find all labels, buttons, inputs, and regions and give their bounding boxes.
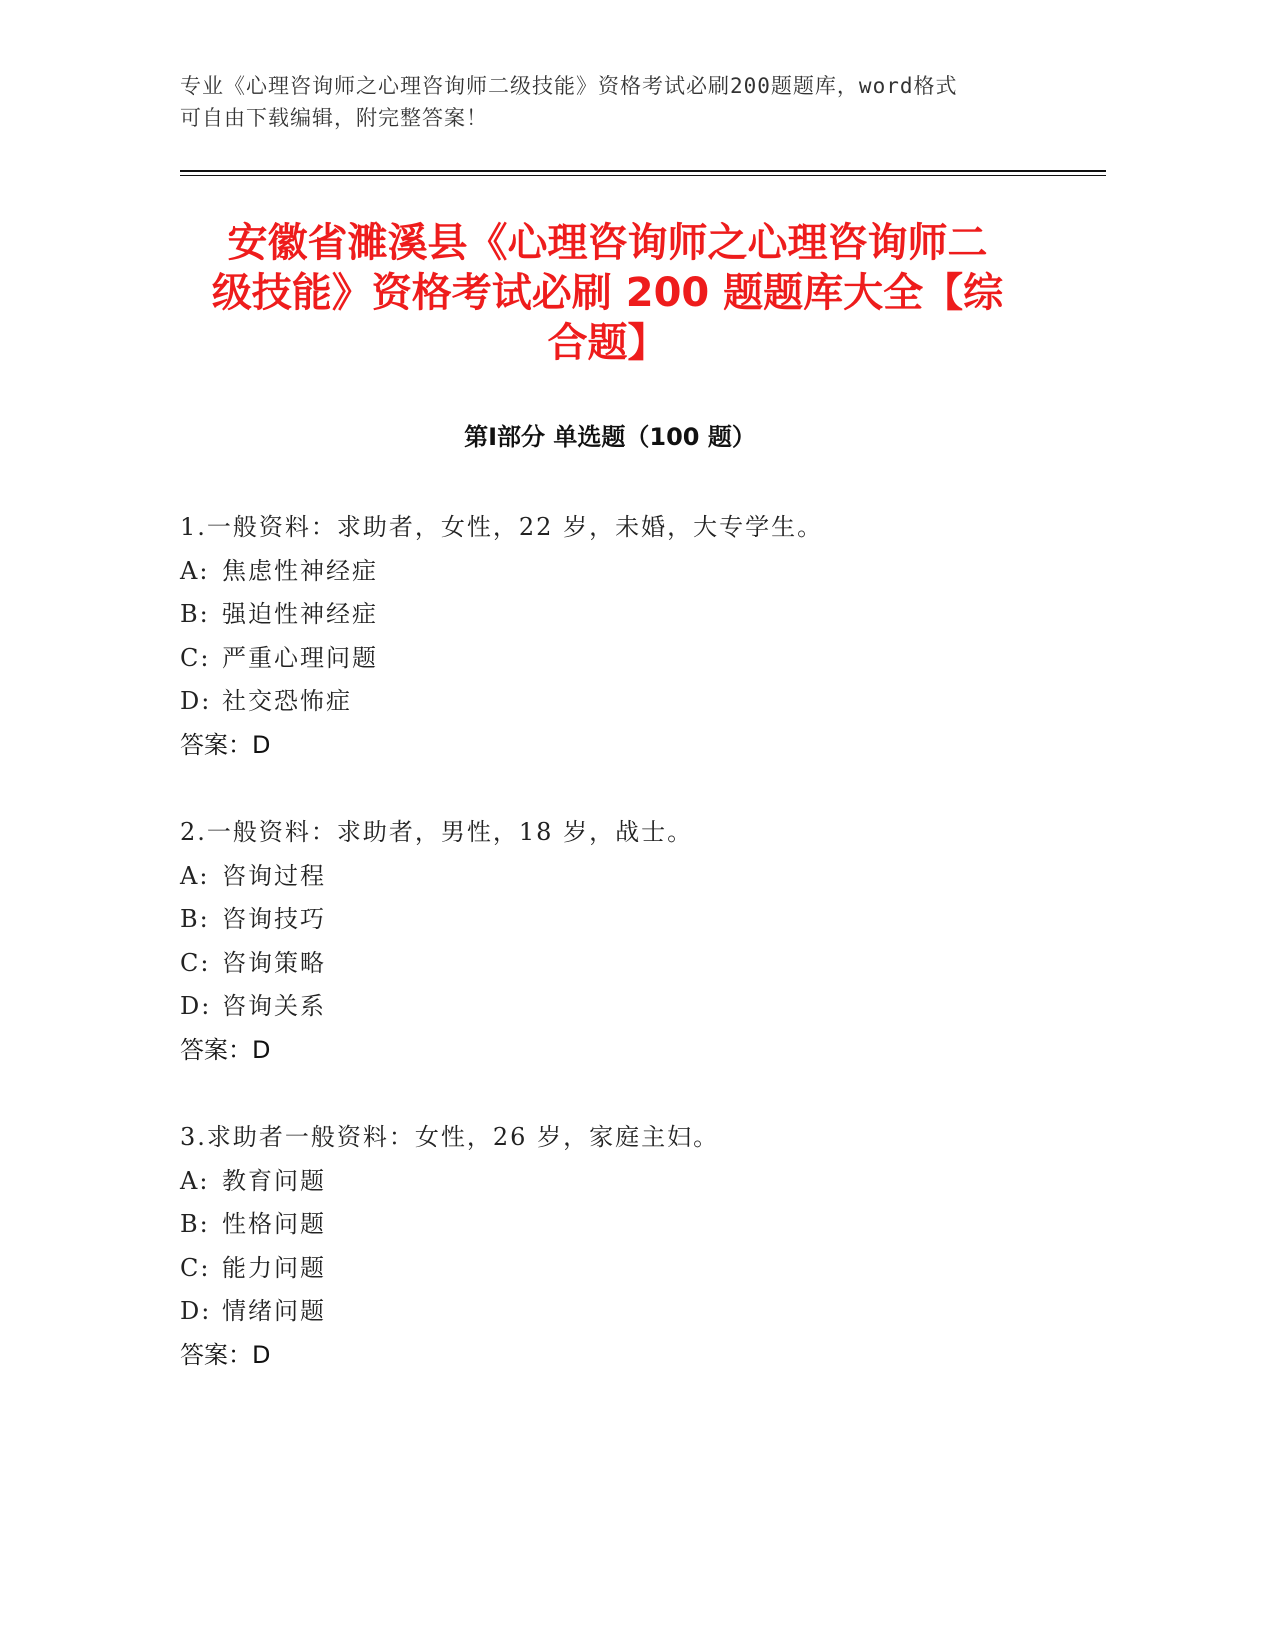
option-d xyxy=(180,985,1080,1029)
option-letter: D: xyxy=(180,687,212,715)
question-block xyxy=(180,811,1080,1072)
option-letter: D: xyxy=(180,1297,212,1325)
option-text: 咨询技巧 xyxy=(222,905,326,933)
option-a xyxy=(180,550,1080,594)
option-letter: A: xyxy=(180,556,210,585)
answer: 答案：D xyxy=(180,730,271,759)
option-text: 咨询策略 xyxy=(222,948,326,977)
header-note xyxy=(180,70,1040,134)
document-title-line-3: 合题】 xyxy=(547,320,668,366)
option-d xyxy=(180,1290,1080,1334)
question-stem: 2.一般资料：求助者，男性，18 岁，战士。 xyxy=(180,818,694,846)
header-divider-thick xyxy=(180,170,1106,172)
option-letter: C: xyxy=(180,1253,211,1282)
option-letter: B: xyxy=(180,905,210,933)
answer: 答案：D xyxy=(180,1340,271,1369)
option-letter: D: xyxy=(180,992,212,1020)
option-c xyxy=(180,942,1080,986)
question-block xyxy=(180,1116,1080,1377)
option-b xyxy=(180,898,1080,942)
option-letter: B: xyxy=(180,600,210,628)
question-block xyxy=(180,506,1080,767)
option-a xyxy=(180,1160,1080,1204)
option-text: 强迫性神经症 xyxy=(222,600,378,628)
option-c xyxy=(180,637,1080,681)
option-text: 能力问题 xyxy=(222,1253,326,1282)
answer: 答案：D xyxy=(180,1035,271,1064)
header-note-line-2: 可自由下载编辑，附完整答案！ xyxy=(180,106,488,130)
option-letter: B: xyxy=(180,1210,210,1238)
option-text: 教育问题 xyxy=(222,1166,326,1195)
question-stem: 3.求助者一般资料：女性，26 岁，家庭主妇。 xyxy=(180,1123,720,1151)
option-d xyxy=(180,680,1080,724)
option-text: 严重心理问题 xyxy=(222,643,378,672)
document-title-line-1: 安徽省濉溪县《心理咨询师之心理咨询师二 xyxy=(227,220,988,266)
header-note-line-1: 专业《心理咨询师之心理咨询师二级技能》资格考试必刷200题题库，word格式 xyxy=(180,74,958,98)
option-text: 咨询关系 xyxy=(222,992,326,1020)
option-a xyxy=(180,855,1080,899)
option-text: 社交恐怖症 xyxy=(222,687,352,715)
document-title xyxy=(175,218,1040,368)
option-c xyxy=(180,1247,1080,1291)
option-letter: A: xyxy=(180,1166,210,1195)
option-text: 咨询过程 xyxy=(222,861,326,890)
section-title: 第Ⅰ部分 单选题（100 题） xyxy=(464,423,756,451)
document-title-line-2: 级技能》资格考试必刷 200 题题库大全【综 xyxy=(211,270,1004,316)
question-stem: 1.一般资料：求助者，女性，22 岁，未婚，大专学生。 xyxy=(180,513,824,541)
option-b xyxy=(180,1203,1080,1247)
option-letter: A: xyxy=(180,861,210,890)
option-text: 焦虑性神经症 xyxy=(222,556,378,585)
option-letter: C: xyxy=(180,948,211,977)
header-divider-thin xyxy=(180,175,1106,176)
option-text: 性格问题 xyxy=(222,1210,326,1238)
option-b xyxy=(180,593,1080,637)
option-text: 情绪问题 xyxy=(222,1297,326,1325)
option-letter: C: xyxy=(180,643,211,672)
